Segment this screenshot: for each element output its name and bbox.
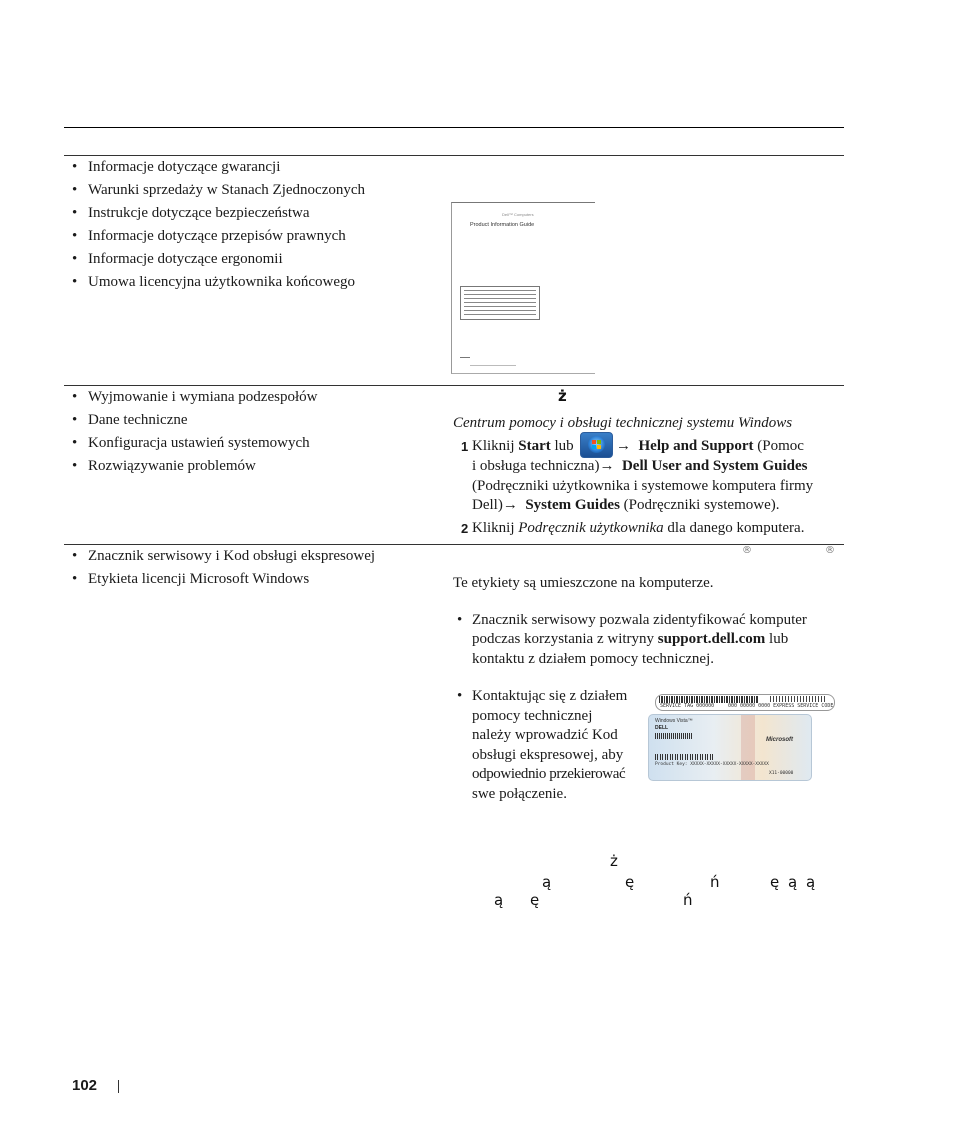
service-tag-label-image: SERVICE TAG 000000 000 00000 0000 EXPRESS SERVICE CODE xyxy=(655,694,835,711)
product-information-guide-image xyxy=(451,202,595,374)
step1-line4: Dell)→ System Guides (Podręczniki systemowe). xyxy=(472,497,780,513)
footer-divider xyxy=(118,1080,119,1093)
booklet-warning-box xyxy=(460,286,540,320)
stray-char: ę xyxy=(530,891,540,909)
list-item: • Rozwiązywanie problemów xyxy=(72,458,256,474)
express-code-bullet-line: obsługi ekspresowej, aby xyxy=(472,747,624,763)
list-item: • Instrukcje dotyczące bezpieczeństwa xyxy=(72,205,310,221)
stray-char: ą xyxy=(788,873,798,891)
list-item: • Informacje dotyczące gwarancji xyxy=(72,159,281,175)
stray-char: ą xyxy=(542,873,552,891)
list-item: • Informacje dotyczące ergonomii xyxy=(72,251,283,267)
windows-start-button-icon xyxy=(580,432,613,458)
list-item: • Warunki sprzedaży w Stanach Zjednoczonych xyxy=(72,182,366,198)
booklet-title: Product Information Guide xyxy=(470,222,535,228)
stray-char: ę xyxy=(625,873,635,891)
registered-mark: ® xyxy=(825,545,835,556)
list-item: • Etykieta licencji Microsoft Windows xyxy=(72,571,310,587)
booklet-brand: Dell™ Computers xyxy=(502,212,534,217)
stray-char: ż xyxy=(558,387,567,405)
list-item: • Informacje dotyczące przepisów prawnych xyxy=(72,228,346,244)
step1-line3: (Podręczniki użytkownika i systemowe komputera firmy xyxy=(472,478,814,494)
section2-list xyxy=(66,386,317,478)
section3-list xyxy=(66,545,375,591)
step1-number: 1 xyxy=(461,439,469,454)
list-item: • Umowa licencyjna użytkownika końcowego xyxy=(72,274,356,290)
list-item: • Dane techniczne xyxy=(72,412,188,428)
list-item: • Konfiguracja ustawień systemowych xyxy=(72,435,310,451)
list-item: • Wyjmowanie i wymiana podzespołów xyxy=(72,389,318,405)
stray-char: ę xyxy=(770,873,780,891)
service-tag-bullet-line2: podczas korzystania z witryny support.dell.com lub xyxy=(472,631,789,647)
help-center-heading: Centrum pomocy i obsługi technicznej systemu Windows xyxy=(453,415,793,431)
step1-line1b: → Help and Support (Pomoc xyxy=(616,438,804,454)
stray-char: ą xyxy=(806,873,816,891)
express-code-bullet-line: pomocy technicznej xyxy=(472,708,593,724)
express-code-bullet-line: Kontaktując się z działem xyxy=(472,688,628,704)
step2-number: 2 xyxy=(461,521,469,536)
stray-char: ą xyxy=(494,891,504,909)
section1-list xyxy=(66,156,365,294)
service-tag-bullet-line1: Znacznik serwisowy pozwala zidentyfikować komputer xyxy=(472,612,807,628)
step2-line: Kliknij Podręcznik użytkownika dla danego komputera. xyxy=(472,520,805,536)
stray-char: ń xyxy=(683,891,693,909)
page-number: 102 xyxy=(72,1077,98,1094)
express-code-bullet-line: odpowiednio przekierować xyxy=(472,766,626,782)
microsoft-license-label-image: Windows Vista™ DELL Product Key: XXXXX-XXXXX-XXXXX-XXXXX-XXXXX Microsoft X11-00000 xyxy=(648,714,812,781)
step1-line1: Kliknij Start lub xyxy=(472,438,574,454)
stray-char: ż xyxy=(610,852,618,870)
labels-intro: Te etykiety są umieszczone na komputerze. xyxy=(453,575,714,591)
list-item: • Znacznik serwisowy i Kod obsługi ekspresowej xyxy=(72,548,376,564)
registered-mark: ® xyxy=(742,545,752,556)
top-rule xyxy=(64,127,844,128)
service-tag-bullet-line3: kontaktu z działem pomocy technicznej. xyxy=(472,651,714,667)
step1-line2: i obsługa techniczna)→ Dell User and System Guides xyxy=(472,458,808,474)
stray-char: ń xyxy=(710,873,720,891)
express-code-bullet-line: swe połączenie. xyxy=(472,786,567,802)
express-code-bullet-line: należy wprowadzić Kod xyxy=(472,727,618,743)
